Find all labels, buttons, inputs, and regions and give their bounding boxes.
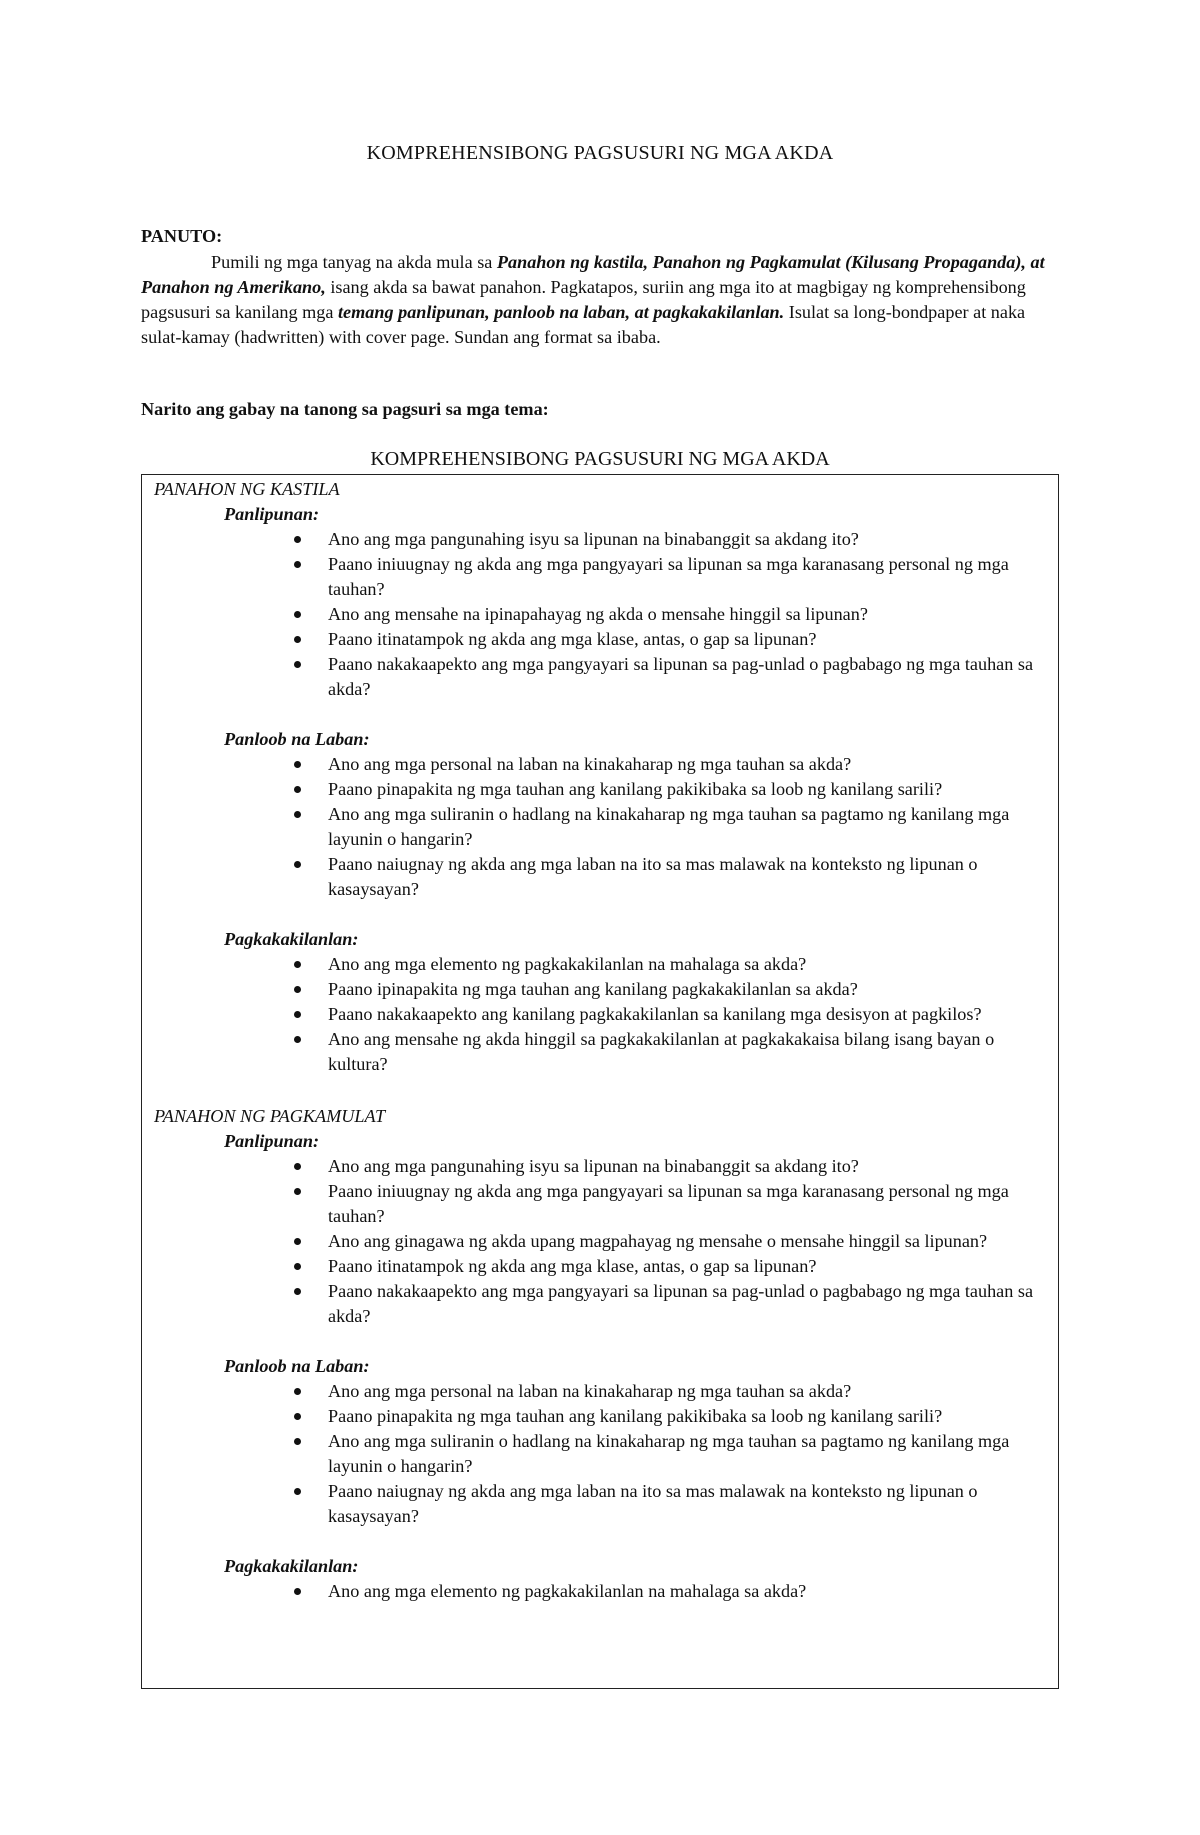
document-title: KOMPREHENSIBONG PAGSUSURI NG MGA AKDA: [366, 142, 834, 164]
bullet-icon: [294, 1288, 301, 1295]
question-text: Ano ang ginagawa ng akda upang magpahayag ng mensahe o mensahe hinggil sa lipunan?: [328, 1231, 988, 1251]
question-text: Paano naiugnay ng akda ang mga laban na ito sa mas malawak na konteksto ng lipunan o kasaysayan?: [328, 854, 978, 899]
question-text: Paano itinatampok ng akda ang mga klase, antas, o gap sa lipunan?: [328, 1256, 817, 1276]
question-text: Paano naiugnay ng akda ang mga laban na ito sa mas malawak na konteksto ng lipunan o kasaysayan?: [328, 1481, 978, 1526]
question-item: [328, 627, 1048, 652]
question-item: [328, 1379, 1048, 1404]
bullet-icon: [294, 1011, 301, 1018]
bullet-icon: [294, 1238, 301, 1245]
bullet-icon: [294, 1413, 301, 1420]
bullet-icon: [294, 661, 301, 668]
bullet-icon: [294, 561, 301, 568]
question-text: Ano ang mga suliranin o hadlang na kinakaharap ng mga tauhan sa pagtamo ng kanilang mga layunin o hangarin?: [328, 804, 1010, 849]
question-text: Paano nakakaapekto ang mga pangyayari sa lipunan sa pag-unlad o pagbabago ng mga tauhan sa akda?: [328, 654, 1034, 699]
question-list: [154, 952, 1048, 1077]
question-item: [328, 1154, 1048, 1179]
question-item: [328, 1002, 1048, 1027]
question-list: [154, 1579, 1048, 1604]
bullet-icon: [294, 1438, 301, 1445]
question-text: Paano nakakaapekto ang mga pangyayari sa lipunan sa pag-unlad o pagbabago ng mga tauhan sa akda?: [328, 1281, 1034, 1326]
question-list: [154, 752, 1048, 902]
question-text: Ano ang mensahe na ipinapahayag ng akda o mensahe hinggil sa lipunan?: [328, 604, 868, 624]
bullet-icon: [294, 811, 301, 818]
panuto-text: Pumili ng mga tanyag na akda mula sa: [211, 252, 497, 272]
period-heading: PANAHON NG KASTILA: [154, 479, 340, 499]
section-title: Pagkakakilanlan:: [224, 929, 359, 949]
question-text: Ano ang mga pangunahing isyu sa lipunan na binabanggit sa akdang ito?: [328, 1156, 859, 1176]
spacer: [154, 902, 1048, 927]
question-text: Ano ang mga elemento ng pagkakakilanlan na mahalaga sa akda?: [328, 1581, 807, 1601]
table-title: KOMPREHENSIBONG PAGSUSURI NG MGA AKDA: [370, 448, 830, 470]
question-item: [328, 1579, 1048, 1604]
bullet-icon: [294, 1188, 301, 1195]
question-item: [328, 602, 1048, 627]
section-title: Panloob na Laban:: [224, 729, 370, 749]
question-item: [328, 1229, 1048, 1254]
question-text: Paano ipinapakita ng mga tauhan ang kanilang pagkakakilanlan sa akda?: [328, 979, 858, 999]
question-item: [328, 1479, 1048, 1529]
bullet-icon: [294, 961, 301, 968]
bullet-icon: [294, 1388, 301, 1395]
bullet-icon: [294, 636, 301, 643]
panuto-label: PANUTO:: [141, 226, 223, 246]
question-item: [328, 552, 1048, 602]
instructions-block: [141, 224, 1061, 350]
question-list: [154, 1154, 1048, 1329]
bullet-icon: [294, 761, 301, 768]
question-item: [328, 777, 1048, 802]
bullet-icon: [294, 1263, 301, 1270]
bullet-icon: [294, 1588, 301, 1595]
question-list: [154, 527, 1048, 702]
question-item: [328, 752, 1048, 777]
spacer: [154, 1077, 1048, 1102]
question-item: [328, 527, 1048, 552]
question-item: [328, 1279, 1048, 1329]
question-text: Paano pinapakita ng mga tauhan ang kanilang pakikibaka sa loob ng kanilang sarili?: [328, 1406, 943, 1426]
question-text: Paano iniuugnay ng akda ang mga pangyayari sa lipunan sa mga karanasang personal ng mga tauhan?: [328, 1181, 1009, 1226]
question-item: [328, 852, 1048, 902]
questions-table: [141, 474, 1059, 1689]
guide-heading: Narito ang gabay na tanong sa pagsuri sa mga tema:: [141, 399, 549, 419]
question-text: Ano ang mensahe ng akda hinggil sa pagkakakilanlan at pagkakakaisa bilang isang bayan o kultura?: [328, 1029, 995, 1074]
spacer: [154, 1329, 1048, 1354]
question-item: [328, 1404, 1048, 1429]
question-text: Paano itinatampok ng akda ang mga klase, antas, o gap sa lipunan?: [328, 629, 817, 649]
section-title: Panlipunan:: [224, 504, 320, 524]
spacer: [154, 1529, 1048, 1554]
panuto-themes-emphasis: temang panlipunan, panloob na laban, at pagkakakilanlan.: [338, 302, 785, 322]
bullet-icon: [294, 786, 301, 793]
bullet-icon: [294, 1163, 301, 1170]
panuto-text: isang akda sa bawat panahon. Pagkatapos, suriin ang mga ito at magbigay ng komprehensibong pagsusuri sa kanilang mga: [141, 277, 1026, 322]
section-title: Panlipunan:: [224, 1131, 320, 1151]
panuto-text: Isulat sa long-bondpaper at naka sulat-kamay (hadwritten) with cover page. Sundan ang format sa ibaba.: [141, 302, 1026, 347]
bullet-icon: [294, 1036, 301, 1043]
bullet-icon: [294, 611, 301, 618]
question-item: [328, 1179, 1048, 1229]
question-text: Paano iniuugnay ng akda ang mga pangyayari sa lipunan sa mga karanasang personal ng mga tauhan?: [328, 554, 1009, 599]
question-item: [328, 977, 1048, 1002]
bullet-icon: [294, 986, 301, 993]
spacer: [154, 702, 1048, 727]
section-title: Panloob na Laban:: [224, 1356, 370, 1376]
bullet-icon: [294, 536, 301, 543]
question-item: [328, 1027, 1048, 1077]
question-item: [328, 1429, 1048, 1479]
question-text: Paano pinapakita ng mga tauhan ang kanilang pakikibaka sa loob ng kanilang sarili?: [328, 779, 943, 799]
question-text: Ano ang mga elemento ng pagkakakilanlan na mahalaga sa akda?: [328, 954, 807, 974]
bullet-icon: [294, 861, 301, 868]
panuto-periods-emphasis: Panahon ng kastila, Panahon ng Pagkamulat (Kilusang Propaganda), at Panahon ng Amerikano,: [141, 252, 1045, 297]
question-text: Ano ang mga suliranin o hadlang na kinakaharap ng mga tauhan sa pagtamo ng kanilang mga layunin o hangarin?: [328, 1431, 1010, 1476]
section-title: Pagkakakilanlan:: [224, 1556, 359, 1576]
question-text: Ano ang mga personal na laban na kinakaharap ng mga tauhan sa akda?: [328, 754, 852, 774]
panuto-paragraph: [141, 250, 1061, 350]
period-heading: PANAHON NG PAGKAMULAT: [154, 1106, 386, 1126]
question-text: Ano ang mga pangunahing isyu sa lipunan na binabanggit sa akdang ito?: [328, 529, 859, 549]
question-item: [328, 652, 1048, 702]
question-item: [328, 802, 1048, 852]
question-text: Paano nakakaapekto ang kanilang pagkakakilanlan sa kanilang mga desisyon at pagkilos?: [328, 1004, 982, 1024]
question-list: [154, 1379, 1048, 1529]
question-item: [328, 952, 1048, 977]
question-text: Ano ang mga personal na laban na kinakaharap ng mga tauhan sa akda?: [328, 1381, 852, 1401]
bullet-icon: [294, 1488, 301, 1495]
question-item: [328, 1254, 1048, 1279]
